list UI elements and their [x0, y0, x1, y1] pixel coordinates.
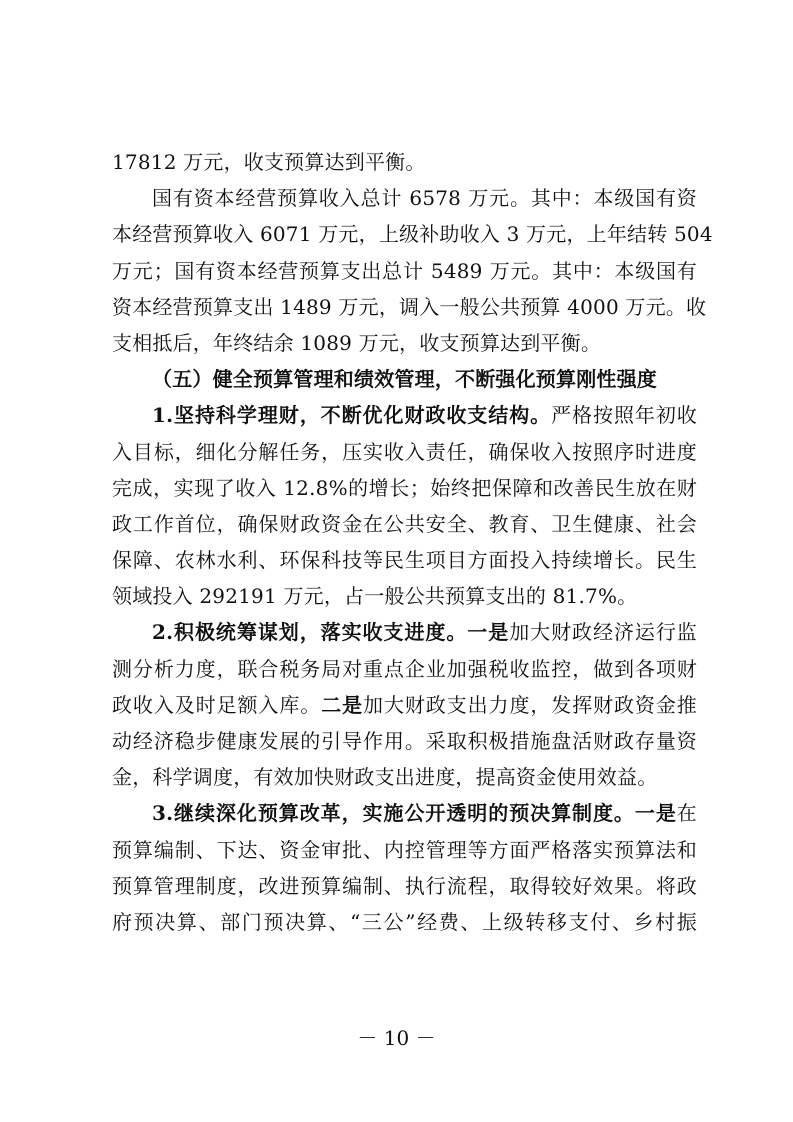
- bold-text: 3.继续深化预算改革，实施公开透明的预决算制度。: [152, 801, 635, 826]
- text-segment: 本经营预算收入 6071 万元，上级补助收入 3 万元，上年结转 504: [112, 222, 713, 247]
- text-line: [112, 651, 697, 687]
- text-segment: 严格按照年初收: [551, 403, 697, 428]
- text-line: [112, 542, 697, 578]
- text-line: [112, 904, 697, 940]
- bold-text: 2.积极统筹谋划，落实收支进度。: [152, 620, 468, 645]
- text-segment: 在: [676, 801, 697, 826]
- text-segment: 完成，实现了收入 12.8%的增长；始终把保障和改善民生放在财: [112, 475, 697, 500]
- text-segment: 国有资本经营预算收入总计 6578 万元。其中：本级国有资: [152, 186, 697, 211]
- text-segment: 金，科学调度，有效加快财政支出进度，提高资金使用效益。: [112, 765, 658, 790]
- text-line: [112, 795, 697, 831]
- text-line: [112, 180, 697, 216]
- text-segment: 领域投入 292191 万元，占一般公共预算支出的 81.7%。: [112, 584, 638, 609]
- text-line: [112, 832, 697, 868]
- bold-text: 一是: [634, 801, 677, 826]
- text-segment: 入目标，细化分解任务，压实收入责任，确保收入按照序时进度: [112, 439, 697, 464]
- text-line: [112, 868, 697, 904]
- text-line: [112, 759, 697, 795]
- bold-text: 1.坚持科学理财，不断优化财政收支结构。: [152, 403, 552, 428]
- text-segment: 加大财政经济运行监: [509, 620, 697, 645]
- section-heading: [112, 361, 697, 397]
- bold-text: 一是: [467, 620, 510, 645]
- text-segment: 加大财政支出力度，发挥财政资金推: [363, 692, 698, 717]
- text-line: [112, 506, 697, 542]
- text-segment: 测分析力度，联合税务局对重点企业加强税收监控，做到各项财: [112, 656, 697, 681]
- text-segment: 府预决算、部门预决算、“三公”经费、上级转移支付、乡村振: [112, 909, 697, 934]
- text-line: [112, 325, 697, 361]
- text-segment: 17812 万元，收支预算达到平衡。: [112, 150, 426, 174]
- text-line: [112, 144, 697, 180]
- text-segment: 资本经营预算支出 1489 万元，调入一般公共预算 4000 万元。收: [112, 294, 707, 319]
- text-line: [112, 289, 707, 325]
- text-line: [112, 723, 697, 759]
- text-segment: 动经济稳步健康发展的引导作用。采取积极措施盘活财政存量资: [112, 729, 697, 753]
- text-line: [112, 614, 697, 650]
- text-line: [112, 434, 697, 470]
- text-line: [112, 470, 697, 506]
- text-segment: 预算管理制度，改进预算编制、执行流程，取得较好效果。将政: [112, 873, 697, 898]
- text-line: [112, 578, 697, 614]
- text-segment: 预算编制、下达、资金审批、内控管理等方面严格落实预算法和: [112, 837, 697, 862]
- text-segment: 支相抵后，年终结余 1089 万元，收支预算达到平衡。: [112, 330, 602, 355]
- text-segment: 政收入及时足额入库。: [112, 692, 322, 717]
- text-line: [112, 687, 697, 723]
- bold-text: 二是: [321, 692, 364, 717]
- text-line: [112, 397, 697, 433]
- text-segment: 保障、农林水利、环保科技等民生项目方面投入持续增长。民生: [112, 548, 697, 573]
- bold-text: （五）健全预算管理和绩效管理，不断强化预算刚性强度: [152, 367, 657, 392]
- text-segment: 万元；国有资本经营预算支出总计 5489 万元。其中：本级国有: [112, 258, 697, 283]
- text-line: [112, 216, 713, 252]
- text-segment: 政工作首位，确保财政资金在公共安全、教育、卫生健康、社会: [112, 511, 697, 536]
- page-number: － 10 －: [357, 1026, 436, 1050]
- text-line: [112, 253, 697, 289]
- document-body: [112, 144, 713, 940]
